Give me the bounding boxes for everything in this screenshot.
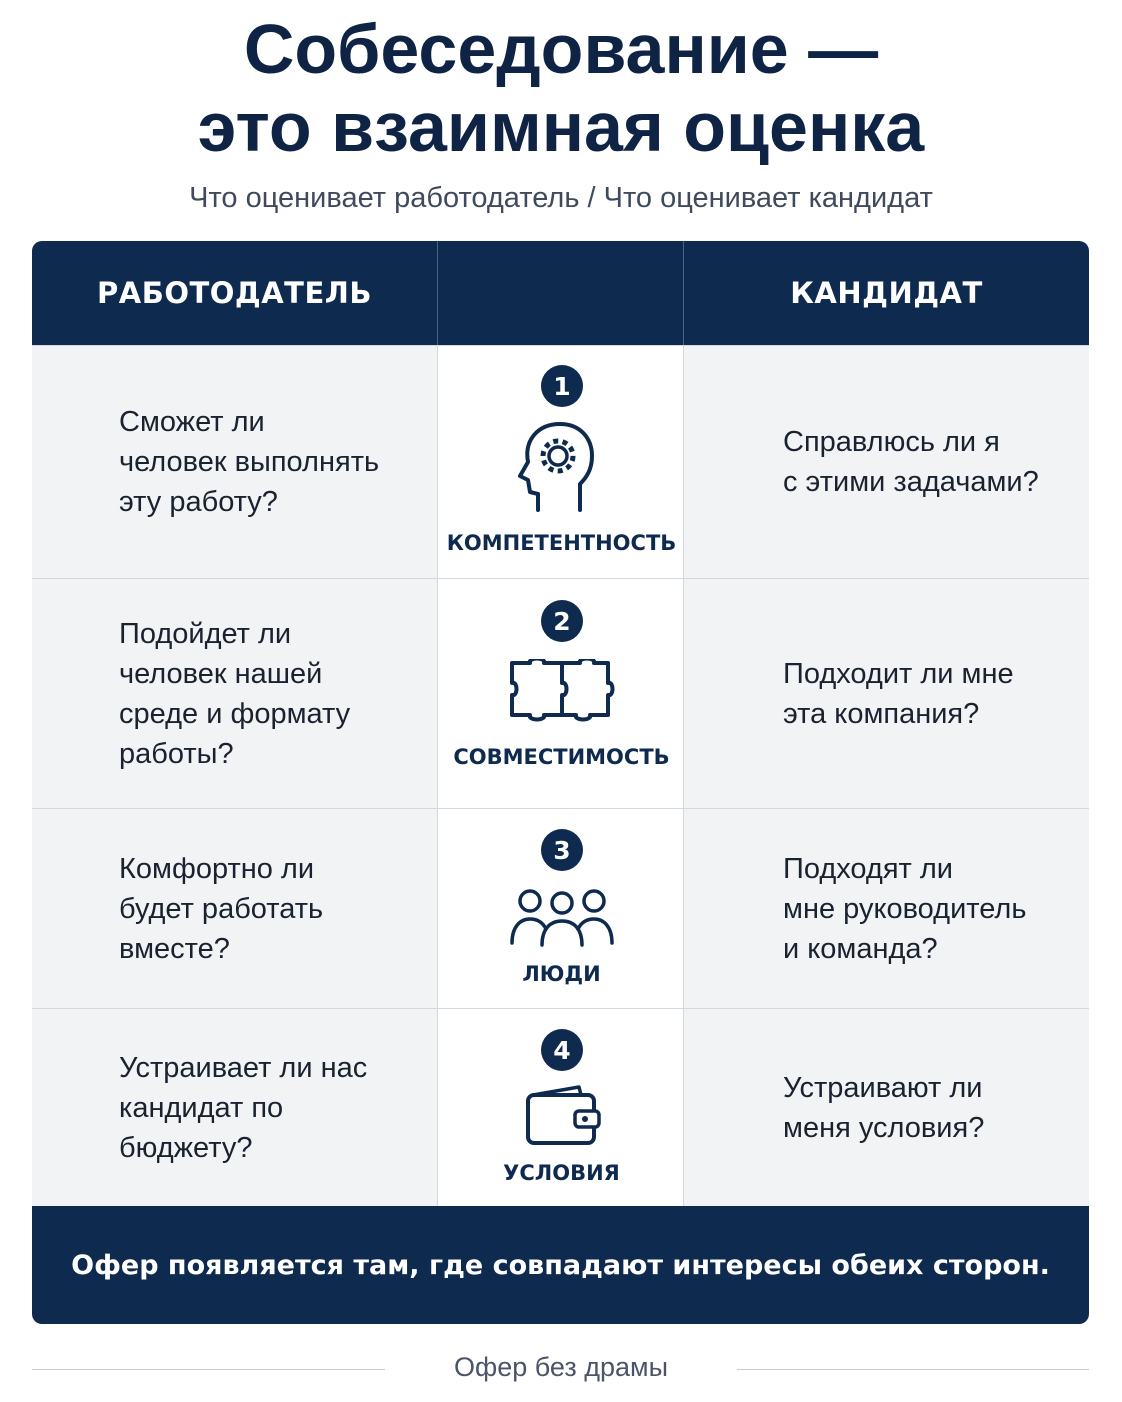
criterion-cell	[437, 579, 684, 808]
people-icon	[510, 887, 614, 947]
candidate-question: Подходят ли мне руководитель и команда?	[783, 852, 1027, 965]
employer-question-cell	[32, 809, 437, 1008]
step-number-badge: 2	[541, 600, 583, 642]
employer-question: Комфортно ли будет работать вместе?	[119, 852, 324, 965]
column-header-candidate: КАНДИДАТ	[790, 276, 983, 310]
table-row	[32, 1008, 1089, 1207]
puzzle-icon	[508, 659, 618, 729]
candidate-question: Справлюсь ли я с этими задачами?	[783, 426, 1039, 498]
employer-question: Сможет ли человек выполнять эту работу?	[119, 406, 380, 518]
criterion-cell	[437, 1009, 684, 1207]
step-number-badge: 1	[541, 365, 583, 407]
step-number-badge: 3	[541, 829, 583, 871]
page-subtitle: Что оценивает работодатель / Что оценивает кандидат	[189, 182, 933, 214]
criterion-label: УСЛОВИЯ	[503, 1161, 620, 1185]
conclusion-banner: Офер появляется там, где совпадают интересы обеих сторон.	[32, 1206, 1089, 1324]
criterion-cell	[437, 346, 684, 578]
candidate-question-cell	[684, 346, 1089, 578]
candidate-question-cell	[684, 579, 1089, 808]
title-line-2: это взаимная оценка	[197, 88, 925, 166]
table-row	[32, 578, 1089, 808]
employer-question: Устраивает ли нас кандидат по бюджету?	[119, 1052, 368, 1164]
candidate-question-cell	[684, 1009, 1089, 1207]
column-header-center	[437, 241, 684, 345]
table-row	[32, 808, 1089, 1008]
criterion-label: СОВМЕСТИМОСТЬ	[453, 745, 670, 769]
comparison-table	[32, 241, 1089, 1207]
step-number-badge: 4	[541, 1029, 583, 1071]
employer-question-cell	[32, 346, 437, 578]
page-title	[0, 10, 1122, 166]
criterion-cell	[437, 809, 684, 1008]
table-header	[32, 241, 1089, 345]
head-gear-icon	[516, 418, 596, 514]
criterion-label: ЛЮДИ	[522, 962, 601, 986]
criterion-label: КОМПЕТЕНТНОСТЬ	[446, 531, 677, 555]
table-row	[32, 345, 1089, 578]
column-header-employer: РАБОТОДАТЕЛЬ	[97, 276, 372, 310]
candidate-question: Подходит ли мне эта компания?	[783, 657, 1014, 730]
employer-question-cell	[32, 1009, 437, 1207]
wallet-icon	[525, 1085, 603, 1147]
title-line-1: Собеседование —	[243, 10, 879, 88]
candidate-question-cell	[684, 809, 1089, 1008]
footer-brand: Офер без драмы	[454, 1352, 668, 1382]
employer-question-cell	[32, 579, 437, 808]
candidate-question: Устраивают ли меня условия?	[783, 1072, 985, 1144]
employer-question: Подойдет ли человек нашей среде и формату работы?	[119, 617, 351, 770]
